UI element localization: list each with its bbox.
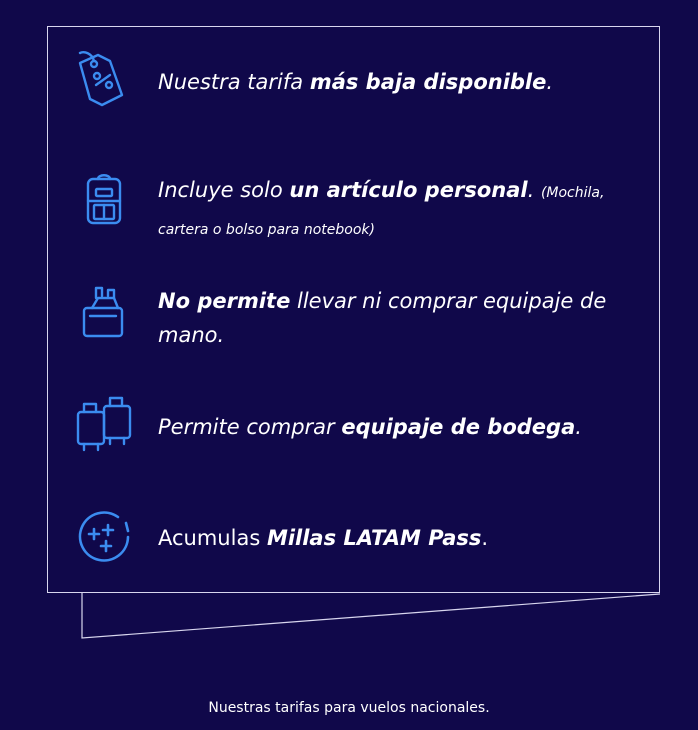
feature-text: Acumulas [158,526,267,550]
feature-text: Incluye solo [158,178,290,202]
miles-plus-icon [72,503,136,567]
checked-luggage-icon [72,392,136,456]
feature-text-end: . [481,526,489,550]
feature-text-end: . [546,70,554,94]
feature-text: llevar ni comprar equipaje de mano. [158,289,607,347]
feature-highlight: un artículo personal [289,178,528,202]
feature-highlight: más baja disponible [309,70,547,94]
backpack-icon [72,167,136,231]
feature-text: Nuestra tarifa [158,70,310,94]
fare-features-card [47,26,660,593]
feature-highlight: No permite [158,289,291,313]
feature-highlight: equipaje de bodega [341,415,576,439]
feature-text-end: . [575,415,582,439]
feature-highlight: Millas LATAM Pass [266,526,482,550]
feature-note: (Mochila, cartera o bolso para notebook) [158,185,605,238]
feature-text: Permite comprar [158,415,342,439]
carry-on-bag-icon [72,282,136,346]
price-tag-percent-icon [72,47,136,111]
feature-text-end: . [527,178,541,202]
fares-caption: Nuestras tarifas para vuelos nacionales. [208,700,490,716]
